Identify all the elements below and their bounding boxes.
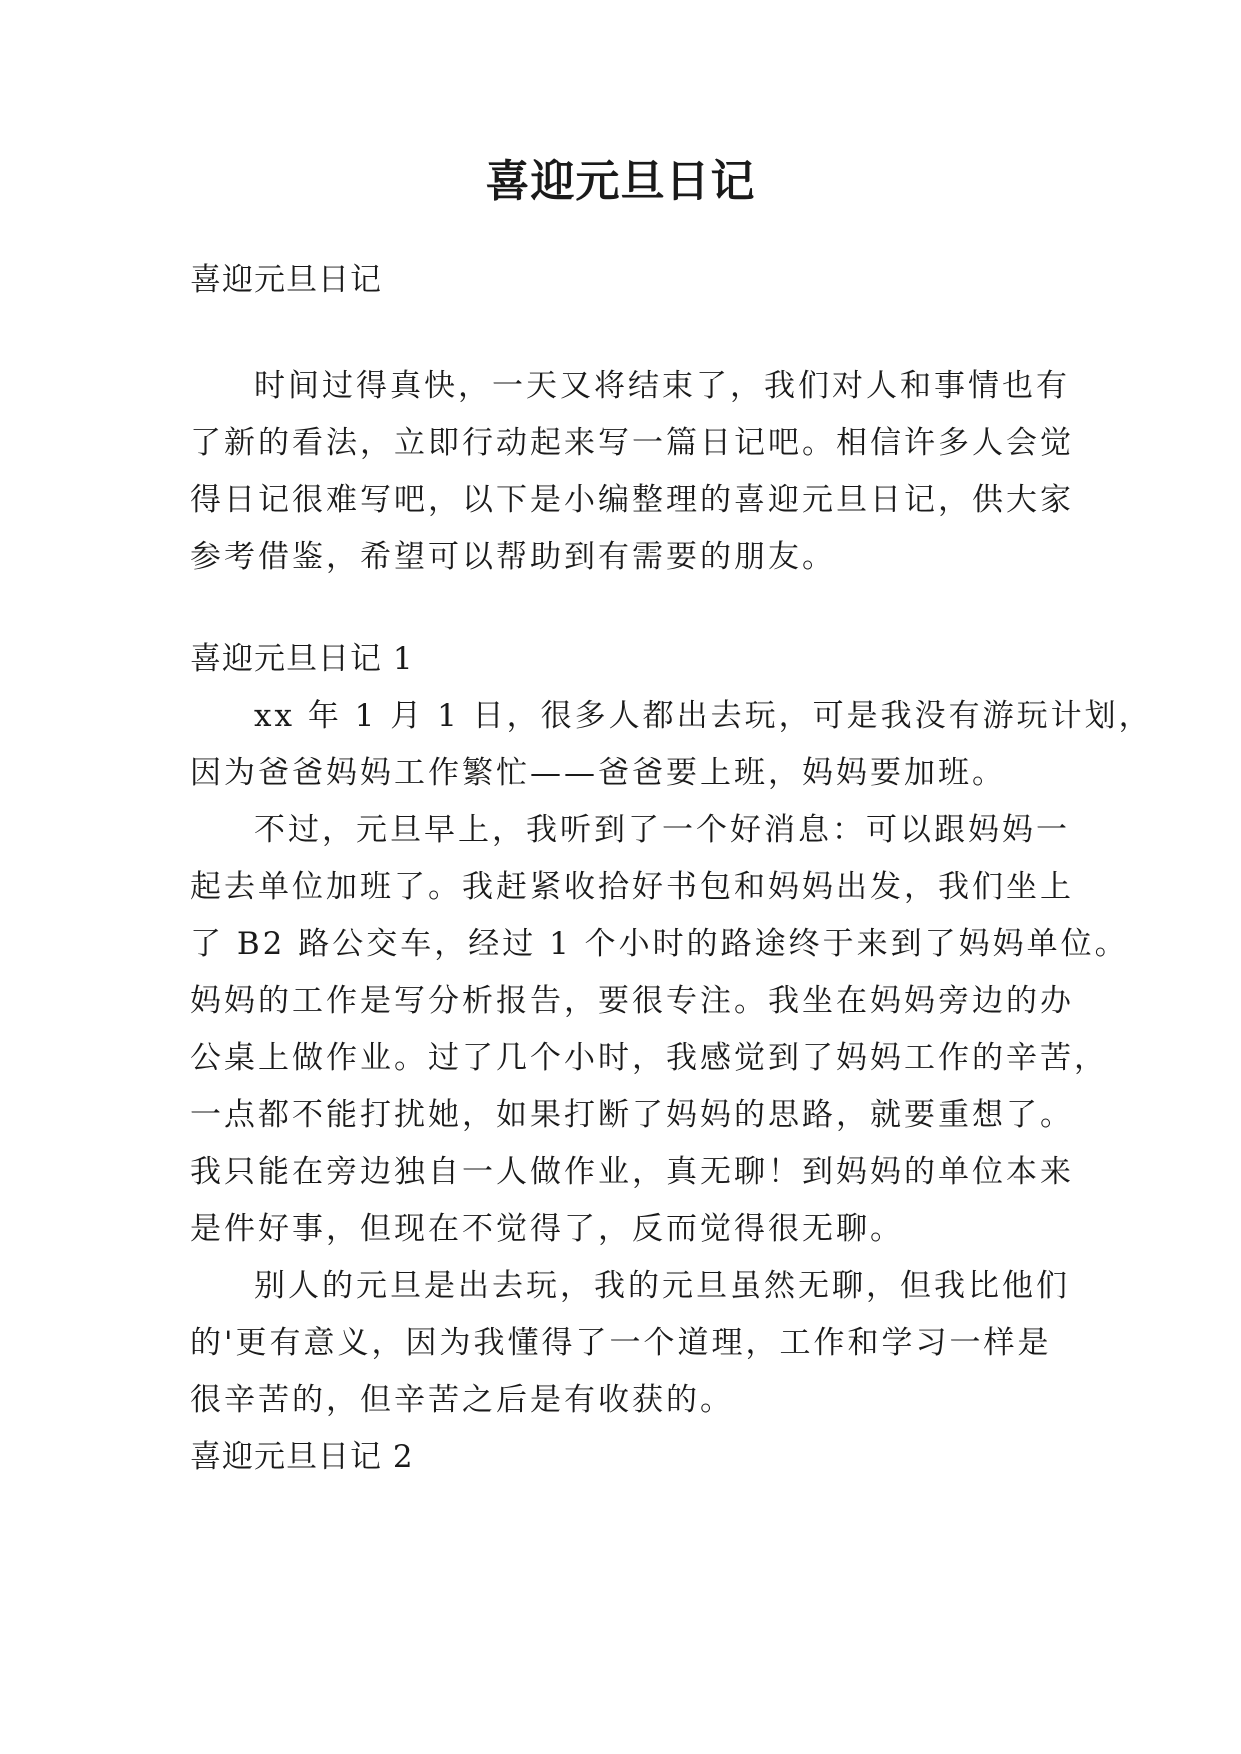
- intro-line-3: 得日记很难写吧，以下是小编整理的喜迎元旦日记，供大家: [190, 482, 1074, 518]
- section-1-line-1: xx 年 1 月 1 日，很多人都出去玩，可是我没有游玩计划，: [254, 698, 1153, 734]
- intro-line-2: 了新的看法，立即行动起来写一篇日记吧。相信许多人会觉: [190, 425, 1074, 461]
- section-1-line-2: 因为爸爸妈妈工作繁忙——爸爸要上班，妈妈要加班。: [190, 755, 1006, 791]
- section-1-line-13: 很辛苦的，但辛苦之后是有收获的。: [190, 1382, 734, 1418]
- section-2-heading: 喜迎元旦日记 2: [190, 1439, 414, 1475]
- section-1-line-12: 的'更有意义，因为我懂得了一个道理，工作和学习一样是: [190, 1325, 1052, 1361]
- section-1-line-5: 了 B2 路公交车，经过 1 个小时的路途终于来到了妈妈单位。: [190, 926, 1129, 962]
- section-1-line-8: 一点都不能打扰她，如果打断了妈妈的思路，就要重想了。: [190, 1097, 1074, 1133]
- section-1-line-4: 起去单位加班了。我赶紧收拾好书包和妈妈出发，我们坐上: [190, 869, 1074, 905]
- document-subtitle: 喜迎元旦日记: [190, 262, 382, 298]
- intro-line-1: 时间过得真快，一天又将结束了，我们对人和事情也有: [254, 368, 1070, 404]
- section-1-line-3: 不过，元旦早上，我听到了一个好消息：可以跟妈妈一: [254, 812, 1070, 848]
- document-title: 喜迎元旦日记: [485, 156, 756, 207]
- section-1-line-11: 别人的元旦是出去玩，我的元旦虽然无聊，但我比他们: [254, 1268, 1070, 1304]
- section-1-line-9: 我只能在旁边独自一人做作业，真无聊！到妈妈的单位本来: [190, 1154, 1074, 1190]
- intro-line-4: 参考借鉴，希望可以帮助到有需要的朋友。: [190, 539, 836, 575]
- section-1-heading: 喜迎元旦日记 1: [190, 641, 414, 677]
- section-1-line-7: 公桌上做作业。过了几个小时，我感觉到了妈妈工作的辛苦，: [190, 1040, 1108, 1076]
- section-1-line-6: 妈妈的工作是写分析报告，要很专注。我坐在妈妈旁边的办: [190, 983, 1074, 1019]
- section-1-line-10: 是件好事，但现在不觉得了，反而觉得很无聊。: [190, 1211, 904, 1247]
